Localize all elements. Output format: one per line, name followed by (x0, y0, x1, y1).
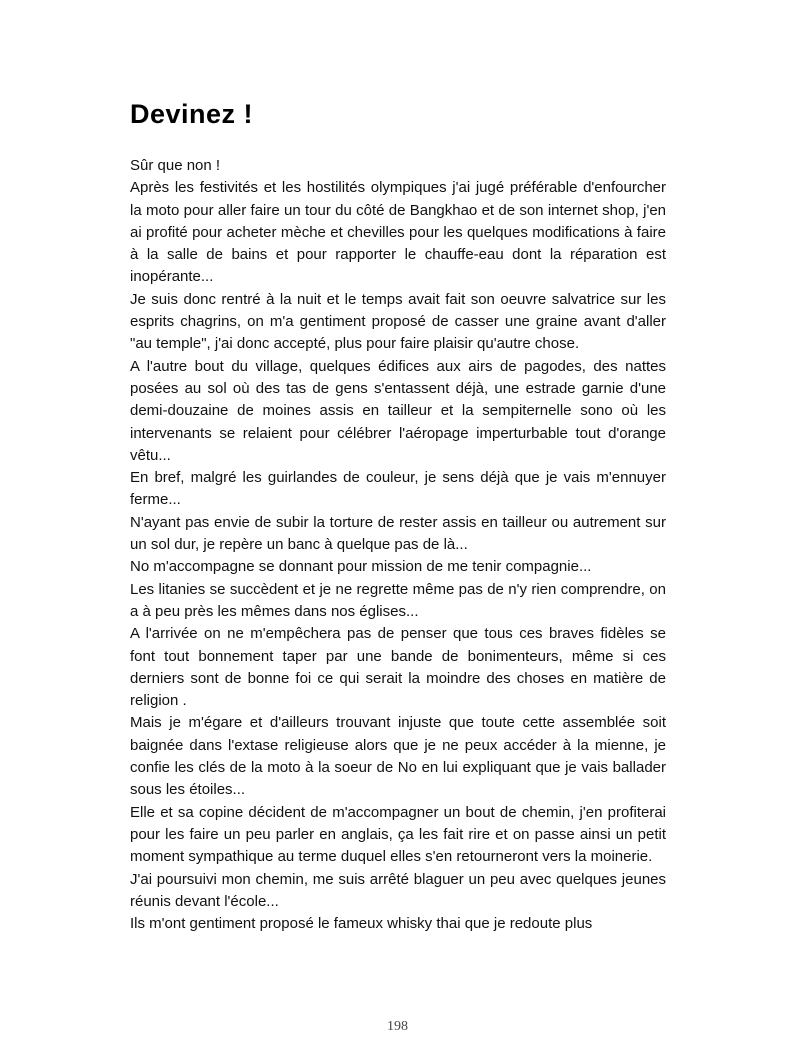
paragraph: Mais je m'égare et d'ailleurs trouvant injuste que toute cette assemblée soit baignée dans l'extase religieuse alors que je ne peux accéder à la mienne, je confie les clés de la moto à la soeur de No en lui expliquant que je vais ballader sous les étoiles... (130, 714, 666, 799)
paragraph: N'ayant pas envie de subir la torture de rester assis en tailleur ou autrement sur un sol dur, je repère un banc à quelque pas de là... (130, 513, 666, 554)
paragraph: A l'arrivée on ne m'empêchera pas de penser que tous ces braves fidèles se font tout bonnement taper par une bande de bonimenteurs, même si ces derniers sont de bonne foi ce qui serait la moindre des choses en matière de religion . (130, 625, 666, 710)
paragraph: Je suis donc rentré à la nuit et le temps avait fait son oeuvre salvatrice sur les esprits chagrins, on m'a gentiment proposé de casser une graine avant d'aller "au temple", j'ai donc accepté, plus pour faire plaisir qu'autre chose. (130, 290, 666, 353)
paragraph: No m'accompagne se donnant pour mission de me tenir compagnie... (130, 558, 592, 576)
body-text (130, 155, 666, 935)
paragraph: En bref, malgré les guirlandes de couleur, je sens déjà que je vais m'ennuyer ferme... (130, 469, 666, 509)
page-number: 198 (387, 1019, 408, 1034)
paragraph: Les litanies se succèdent et je ne regrette même pas de n'y rien comprendre, on a à peu près les mêmes dans nos églises... (130, 580, 666, 620)
page-title: Devinez ! (130, 99, 254, 129)
paragraph: J'ai poursuivi mon chemin, me suis arrêté blaguer un peu avec quelques jeunes réunis devant l'école... (130, 870, 666, 910)
paragraph: Ils m'ont gentiment proposé le fameux whisky thai que je redoute plus (130, 915, 593, 933)
paragraph: Elle et sa copine décident de m'accompagner un bout de chemin, j'en profiterai pour les faire un peu parler en anglais, ça les fait rire et on passe ainsi un petit moment sympathique au terme duquel elles s'en retourneront vers la moinerie. (130, 803, 666, 866)
paragraph: Après les festivités et les hostilités olympiques j'ai jugé préférable d'enfourcher la moto pour aller faire un tour du côté de Bangkhao et de son internet shop, j'en ai profité pour acheter mèche et chevilles pour les quelques modifications à faire à la salle de bains et pour rapporter le chauffe-eau dont la réparation est inopérante... (130, 179, 666, 286)
paragraph: Sûr que non ! (130, 157, 221, 174)
paragraph: A l'autre bout du village, quelques édifices aux airs de pagodes, des nattes posées au sol où des tas de gens s'entassent déjà, une estrade garnie d'une demi-douzaine de moines assis en tailleur et la sempiternelle sono où les intervenants se relaient pour célébrer l'aéropage imperturbable tout d'orange vêtu... (130, 357, 666, 464)
